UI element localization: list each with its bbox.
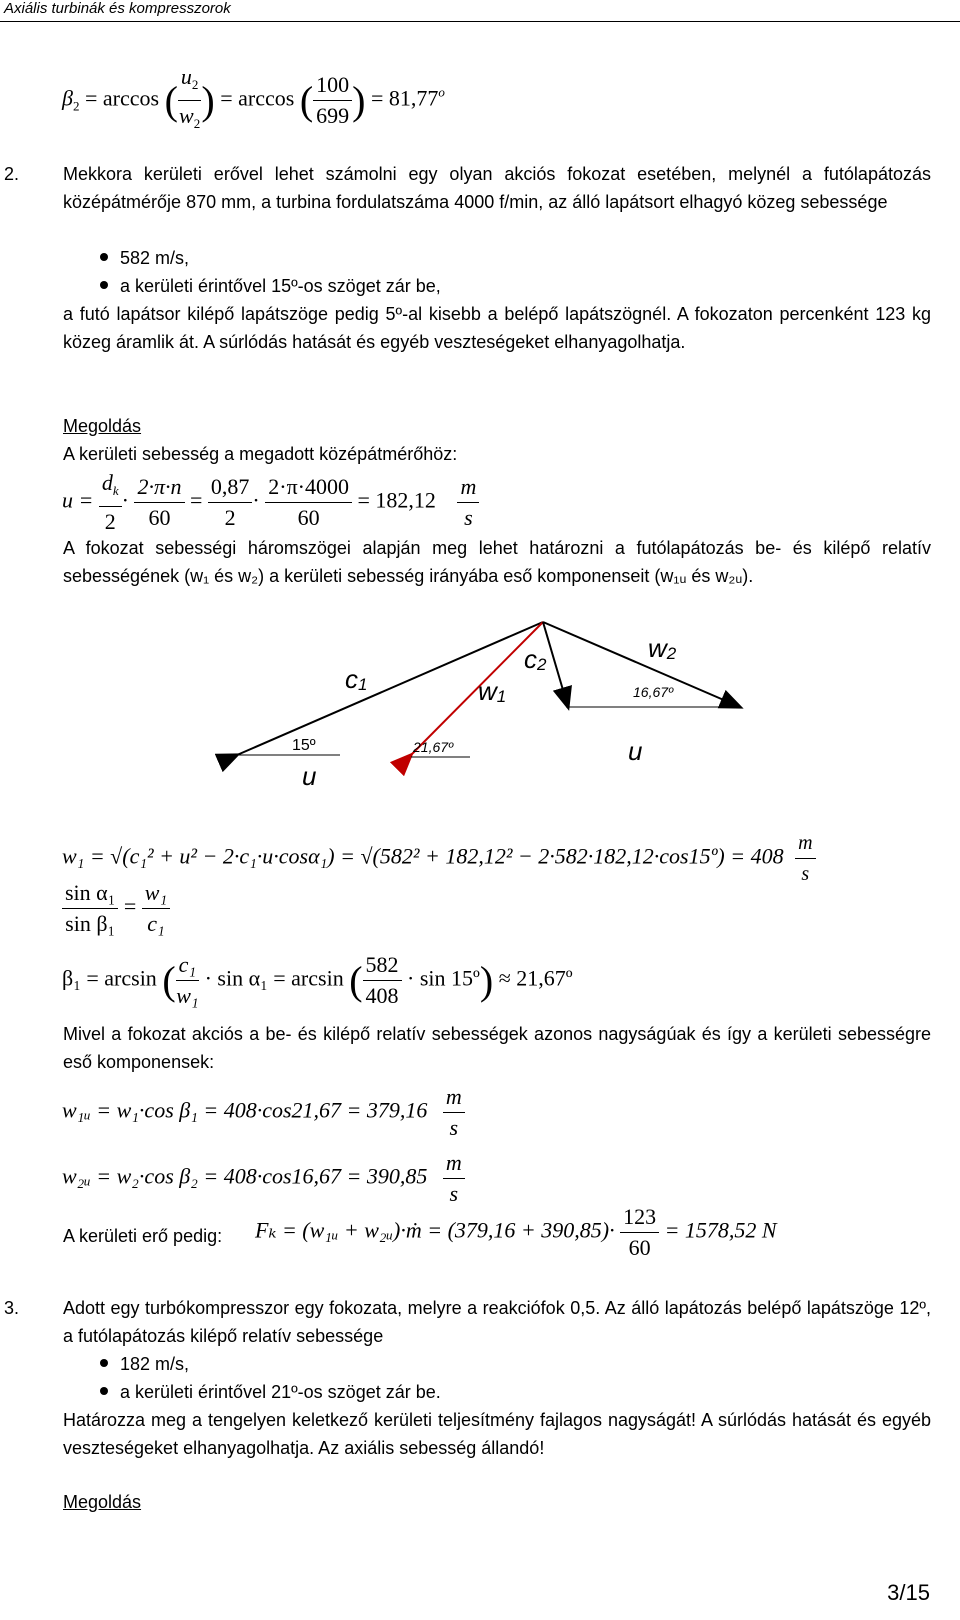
- fraction-2pin-60: $\frac{2\cdot\pi\cdot n}{60}$: [134, 472, 184, 533]
- equation-w1: [62, 828, 816, 889]
- unit-m-per-s: $\frac{m}{s}$: [457, 472, 479, 533]
- arccos-label-2: = arccos: [220, 85, 295, 111]
- equation-w2u: [62, 1148, 465, 1209]
- unit-m-per-s: $\frac{m}{s}$: [795, 828, 815, 889]
- beta-symbol: β: [62, 85, 73, 111]
- beta2-result: = 81,77: [370, 85, 439, 111]
- problem2-text3: A fokozat sebességi háromszögei alapján meg lehet határozni a futólapátozás be- és kilépő relatív sebességének (w₁ és w₂) a kerületi sebesség irányába eső komponenseit (w₁ᵤ és w₂ᵤ).: [63, 538, 931, 586]
- solution-intro: A kerületi sebesség a megadott középátmérőhöz:: [63, 444, 458, 464]
- fraction-dk-2: $\frac{d_k}{2}$: [99, 468, 122, 537]
- beta1-mid: · sin α₁ = arcsin: [204, 965, 344, 991]
- w2u-formula: w₂ᵤ = w₂·cos β₂ = 408·cos16,67 = 390,85: [62, 1163, 428, 1189]
- c2-vector: [543, 622, 568, 707]
- solution-heading-3: Megoldás: [63, 1492, 142, 1512]
- bullet1-text: 182 m/s,: [120, 1354, 190, 1374]
- equation-beta1: β₁ = arcsin ( $\frac{\text{c₁}}{\text{w₁}}$ · sin α₁ = arcsin ( $\frac{582}{408}$ · sin 15º) ≈ 21,67º: [62, 950, 573, 1011]
- fraction-123-60: $\frac{123}{60}$: [620, 1202, 659, 1263]
- bullet2-text: a kerületi érintővel 15º-os szöget zár be,: [120, 276, 441, 296]
- fraction-582-408: $\frac{582}{408}$: [363, 950, 402, 1011]
- equation-sine-ratio: [62, 878, 170, 939]
- force-result: = 1578,52 N: [664, 1217, 777, 1243]
- label-w2: w2: [648, 633, 677, 663]
- w1-vector: [411, 622, 543, 755]
- u-result: = 182,12: [357, 487, 436, 513]
- problem2-text2: a futó lapátsor kilépő lapátszöge pedig 5º-al kisebb a belépő lapátszögnél. A fokozaton percenként 123 kg közeg áramlik át. A súrlódás hatását és egyéb veszteségeket elhanyagolhatja.: [63, 304, 931, 352]
- label-angle-2167: 21,67º: [413, 739, 454, 755]
- degree-mark: o: [438, 84, 445, 100]
- bullet1-text: 582 m/s,: [120, 248, 190, 268]
- problem3-text1: Adott egy turbókompresszor egy fokozata, melyre a reakciófok 0,5. Az álló lapátozás belépő lapátszöge 12º, a futólapátozás kilépő relatív sebessége: [63, 1298, 931, 1346]
- problem-number-2: 2.: [4, 164, 20, 184]
- label-angle-15: 15º: [292, 737, 316, 754]
- page-number: 3/15: [887, 1580, 930, 1605]
- running-header: Axiális turbinák és kompresszorok: [4, 0, 231, 17]
- unit-m-per-s: $\frac{m}{s}$: [443, 1148, 465, 1209]
- problem-number-3: 3.: [4, 1298, 20, 1318]
- label-u-left: u: [302, 761, 317, 791]
- header-rule: [0, 21, 960, 22]
- arccos-label: = arccos: [84, 85, 160, 111]
- force-formula: Fₖ = (w₁ᵤ + w₂ᵤ)·ṁ = (379,16 + 390,85)·: [255, 1217, 615, 1243]
- u-lhs: u =: [62, 487, 94, 513]
- problem3-bullet2: [120, 1378, 441, 1406]
- fraction-w1-c1: $\frac{\text{w₁}}{\text{c₁}}$: [142, 878, 170, 939]
- fraction-100-699: $\frac{100}{699}$: [313, 70, 352, 131]
- beta1-lhs: β₁ = arcsin: [62, 965, 157, 991]
- bullet2-text: a kerületi érintővel 21º-os szöget zár be.: [120, 1382, 441, 1402]
- problem2-bullet1: [120, 244, 189, 272]
- subscript: 2: [72, 98, 80, 114]
- fraction-2pi4000-60: $\frac{2\cdot\pi\cdot 4000}{60}$: [265, 472, 352, 533]
- label-c1: c1: [345, 664, 368, 694]
- fraction-087-2: $\frac{0,87}{2}$: [208, 472, 253, 533]
- unit-m-per-s: $\frac{m}{s}$: [443, 1082, 465, 1143]
- equation-w1u: [62, 1082, 465, 1143]
- problem2-text1: Mekkora kerületi erővel lehet számolni egy olyan akciós fokozat esetében, melynél a futólapátozás középátmérője 870 mm, a turbina fordulatszáma 4000 f/min, az álló lapátsort elhagyó közeg sebessége: [63, 164, 931, 212]
- equation-force: [255, 1202, 777, 1263]
- bullet-icon: [100, 1359, 108, 1367]
- label-w1: w1: [478, 676, 507, 706]
- bullet-icon: [100, 1387, 108, 1395]
- fraction-u2-w2: $\frac{u_2}{w_2}$: [179, 64, 201, 131]
- problem3-text2: Határozza meg a tengelyen keletkező kerületi teljesítmény fajlagos nagyságát! A súrlódás hatását és egyéb veszteségeket elhanyagolhatja. Az axiális sebesség állandó!: [63, 1410, 931, 1458]
- velocity-triangle-diagram: [0, 600, 960, 800]
- fraction-c1-w1: $\frac{\text{c₁}}{\text{w₁}}$: [176, 952, 199, 1008]
- problem2-text4: Mivel a fokozat akciós a be- és kilépő relatív sebességek azonos nagyságúak és így a kerületi sebességre eső komponensek:: [63, 1024, 931, 1072]
- bullet-icon: [100, 253, 108, 261]
- w1u-formula: w₁ᵤ = w₁·cos β₁ = 408·cos21,67 = 379,16: [62, 1097, 428, 1123]
- fraction-sin: $\frac{\text{sin α₁}}{\text{sin β₁}}$: [62, 878, 118, 939]
- problem2-bullet2: [120, 272, 441, 300]
- beta1-result: ≈ 21,67º: [498, 965, 573, 991]
- bullet-icon: [100, 281, 108, 289]
- label-u-right: u: [628, 736, 643, 766]
- beta1-rhs: · sin 15º: [407, 965, 480, 991]
- force-label: A kerületi erő pedig:: [63, 1226, 223, 1246]
- w1-formula: w₁ = √(c₁² + u² − 2·c₁·u·cosα₁) = √(582² + 182,12² − 2·582·182,12·cos15º) = 408: [62, 843, 784, 869]
- label-c2: c2: [524, 644, 547, 674]
- equals: =: [123, 893, 137, 919]
- equation-u: u = $\frac{d_k}{2}$ · $\frac{2\cdot\pi\cdot n}{60}$ = $\frac{0,87}{2}$ · $\frac{2\cdot\pi\cdot 4000}{60}$ = 182,12 $\frac{m}{s}$: [62, 468, 479, 537]
- equals: =: [190, 487, 203, 513]
- label-angle-1667: 16,67º: [633, 684, 674, 700]
- solution-heading: Megoldás: [63, 416, 142, 436]
- equation-beta2: $\beta_2 = \arccos$ ( $\frac{u_2}{w_2}$ ) = arccos ( $\frac{100}{699}$ ) = $81,77^o$: [62, 62, 445, 139]
- problem3-bullet1: [120, 1350, 189, 1378]
